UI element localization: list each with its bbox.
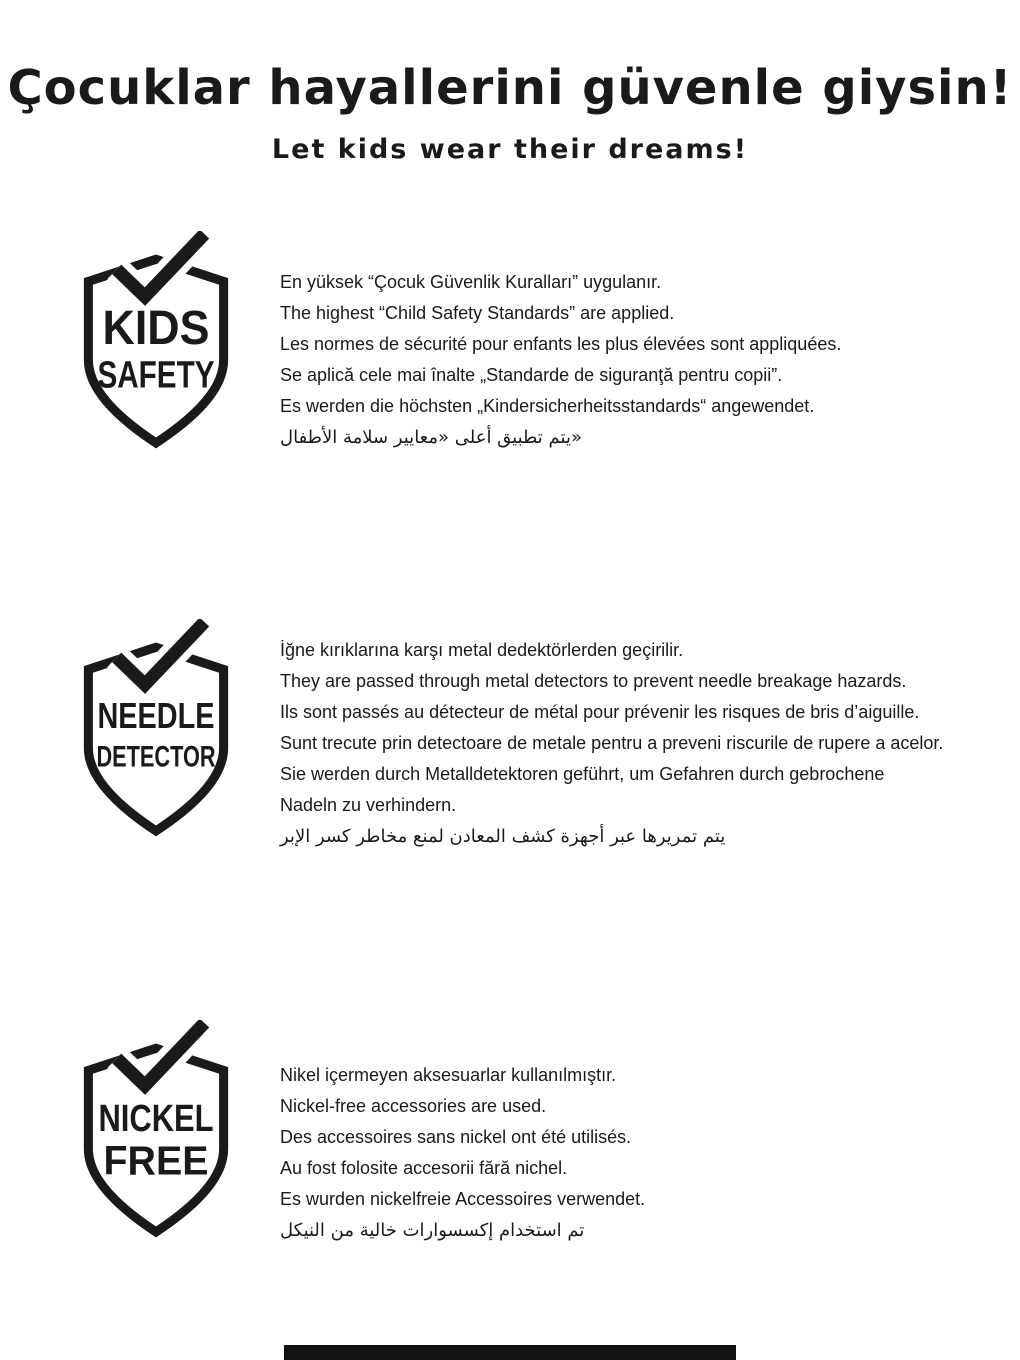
bottom-bar [284,1345,736,1360]
shield-badge-icon [70,619,242,841]
text-line-english: They are passed through metal detectors to prevent needle breakage hazards. [280,671,907,691]
text-line-french: Les normes de sécurité pour enfants les plus élevées sont appliquées. [280,334,842,354]
text-line-arabic: «يتم تطبيق أعلى «معايير سلامة الأطفال [280,427,582,448]
kids-safety-text [280,231,1005,453]
kids-safety-badge [70,231,242,453]
text-line-german: Sie werden durch Metalldetektoren geführt, um Gefahren durch gebrochene [280,764,885,784]
text-line-french: Ils sont passés au détecteur de métal pour prévenir les risques de bris d’aiguille. [280,702,920,722]
needle-detector-badge [70,619,242,841]
text-line-german: Es werden die höchsten „Kindersicherheitsstandards“ angewendet. [280,396,815,416]
shield-badge-icon [70,231,242,453]
text-line-romanian: Sunt trecute prin detectoare de metale pentru a preveni riscurile de rupere a acelor. [280,733,944,753]
sections-container [0,231,1020,1246]
text-line-arabic: يتم تمريرها عبر أجهزة كشف المعادن لمنع مخاطر كسر الإبر [280,826,726,847]
text-line-turkish: En yüksek “Çocuk Güvenlik Kuralları” uygulanır. [280,272,662,292]
section-kids-safety [0,231,1020,453]
text-line-romanian: Au fost folosite accesorii fără nichel. [280,1158,568,1178]
shield-badge-icon [70,1020,242,1242]
text-line-english: The highest “Child Safety Standards” are applied. [280,303,675,323]
nickel-free-text [280,1020,1005,1246]
text-line-german-2: Nadeln zu verhindern. [280,795,457,815]
text-line-french: Des accessoires sans nickel ont été utilisés. [280,1127,632,1147]
text-line-german: Es wurden nickelfreie Accessoires verwendet. [280,1189,646,1209]
page-title: Çocuklar hayallerini güvenle giysin! [7,60,1013,116]
text-line-turkish: İğne kırıklarına karşı metal dedektörlerden geçirilir. [280,640,684,660]
section-nickel-free [0,1020,1020,1246]
badge-word-2: SAFETY [97,353,215,397]
text-line-english: Nickel-free accessories are used. [280,1096,547,1116]
section-needle-detector [0,619,1020,852]
badge-word-1: NEEDLE [97,694,215,736]
badge-word-1: NICKEL [98,1097,214,1140]
badge-word-2: DETECTOR [96,741,216,774]
text-line-arabic: تم استخدام إكسسوارات خالية من النيكل [280,1220,585,1241]
text-line-turkish: Nikel içermeyen aksesuarlar kullanılmıştır. [280,1065,617,1085]
text-line-romanian: Se aplică cele mai înalte „Standarde de siguranţă pentru copii”. [280,365,783,385]
needle-detector-text [280,619,1005,852]
nickel-free-badge [70,1020,242,1242]
badge-word-1: KIDS [102,301,210,356]
page-subtitle: Let kids wear their dreams! [271,134,749,165]
badge-word-2: FREE [103,1137,209,1184]
